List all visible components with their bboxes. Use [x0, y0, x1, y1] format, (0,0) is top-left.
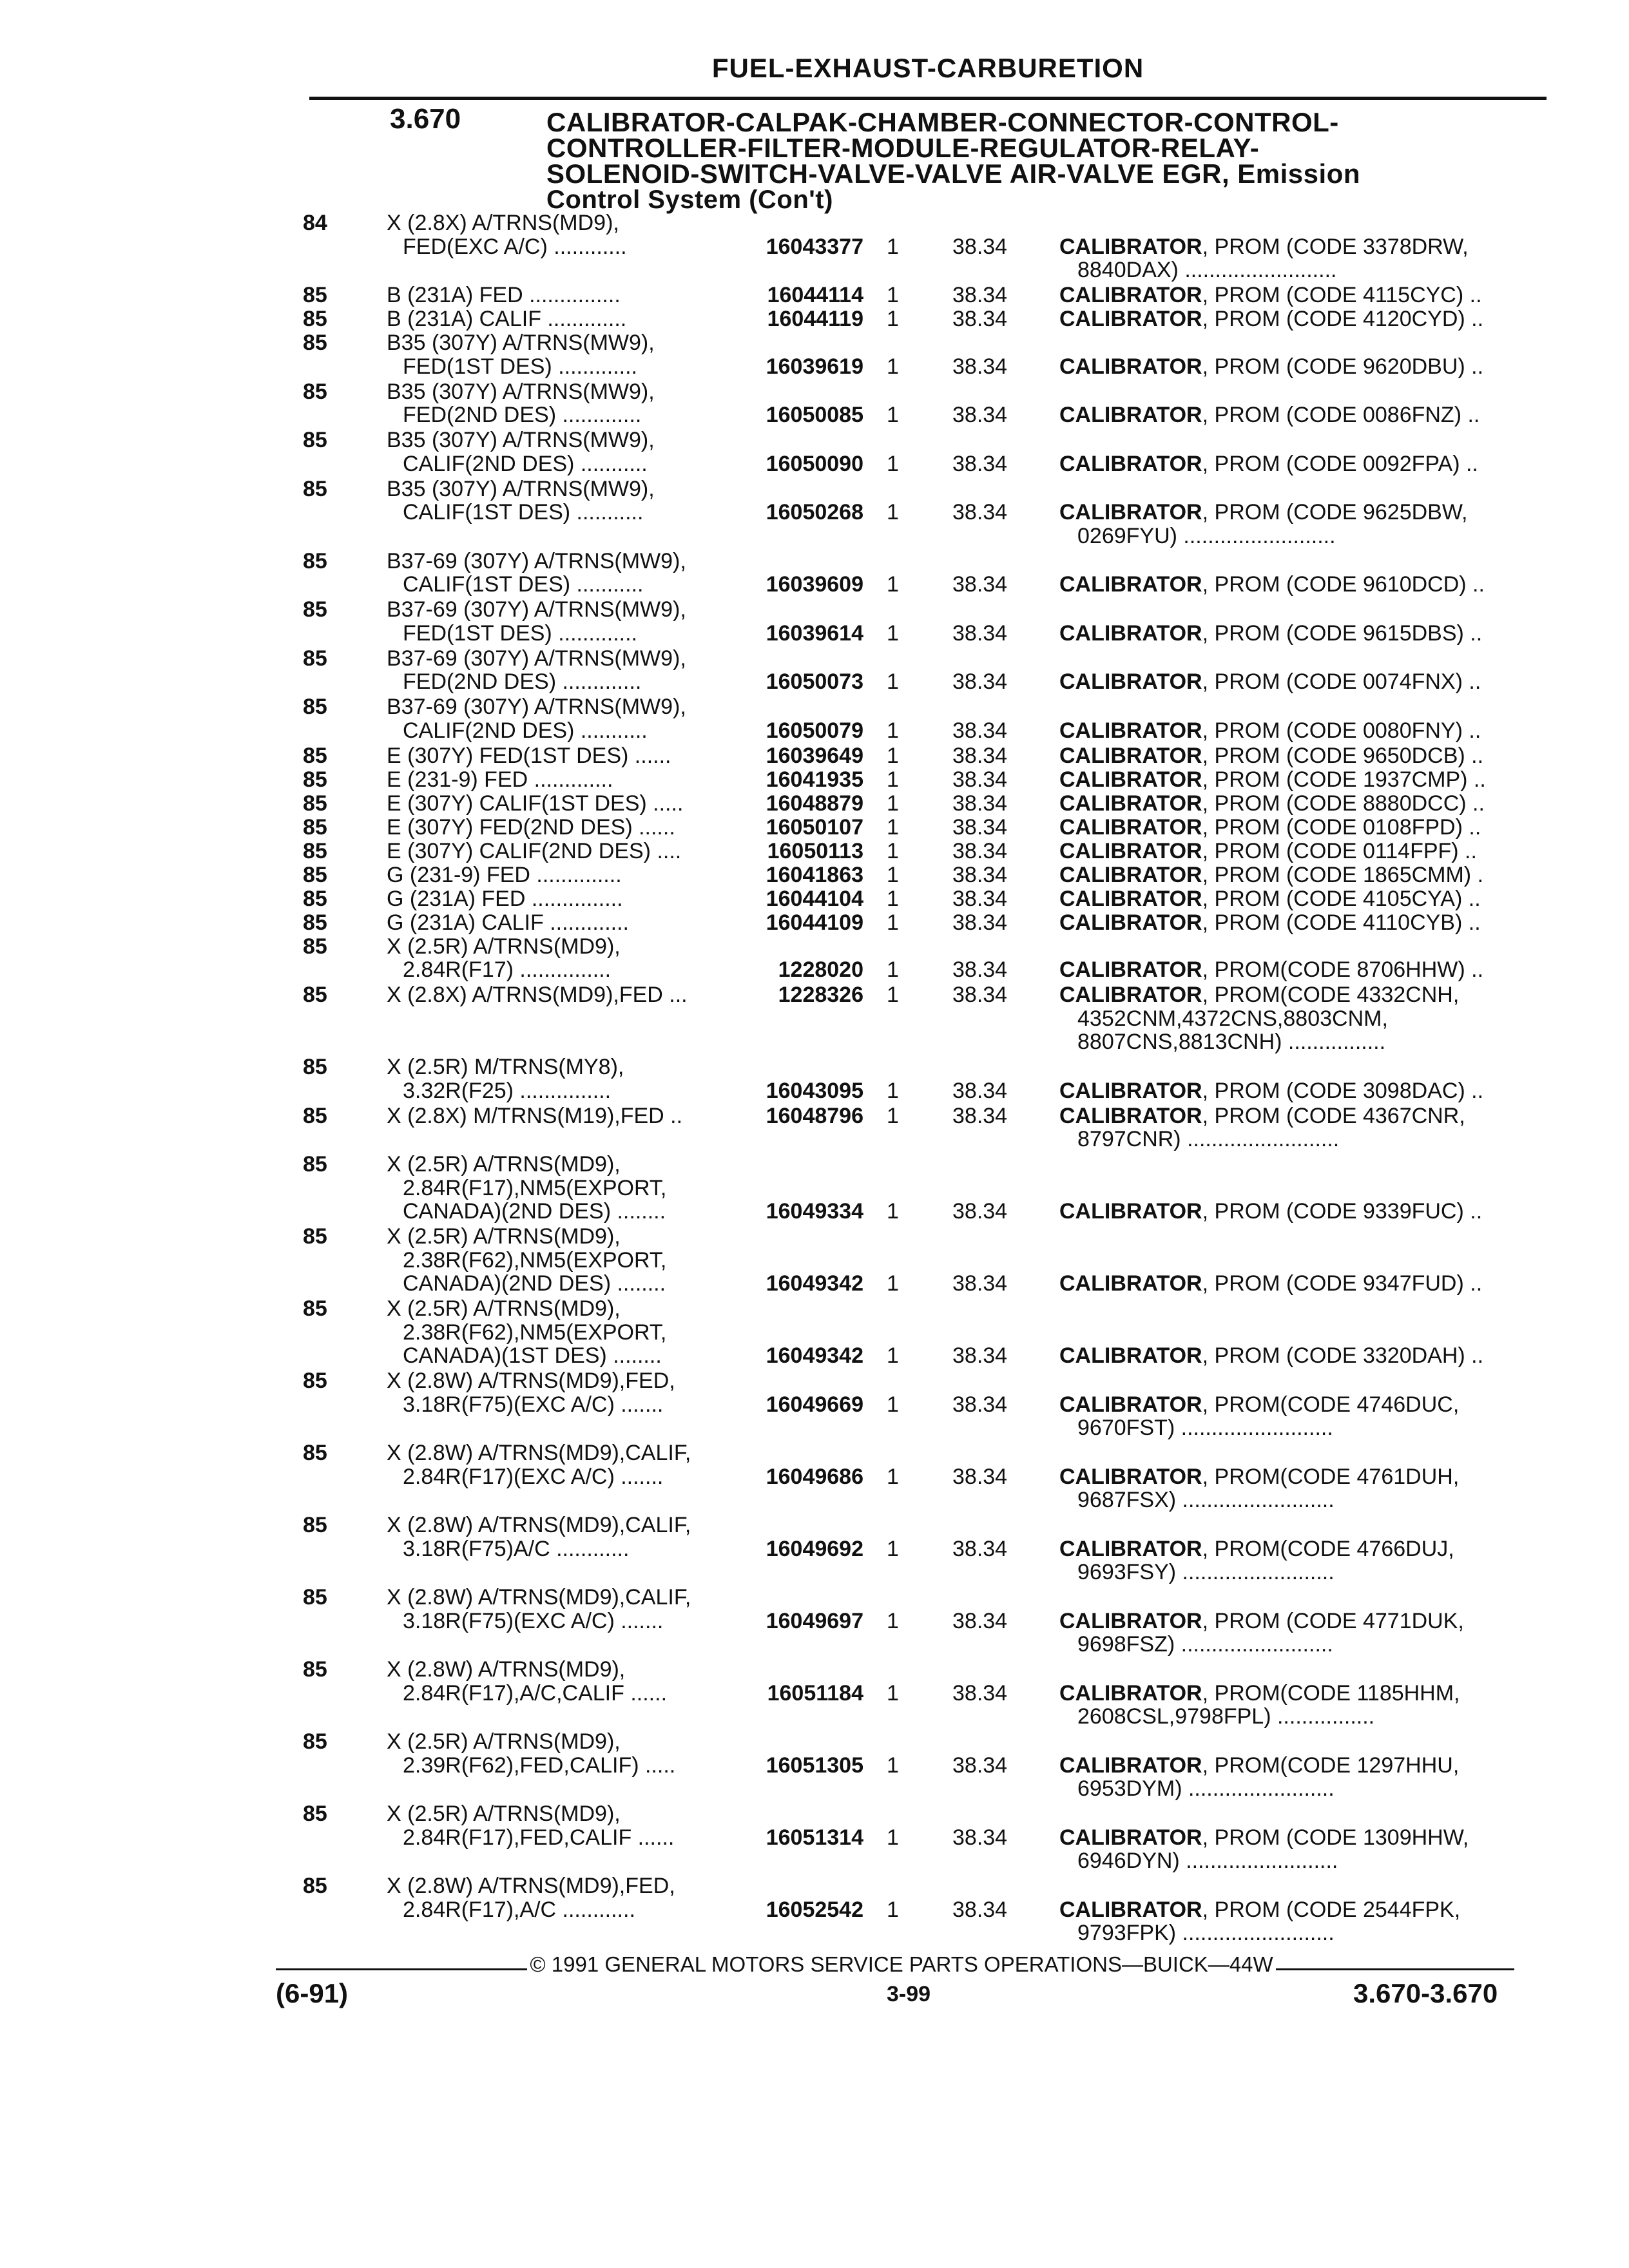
part-description: CALIBRATOR, PROM (CODE 1865CMM) .: [1059, 862, 1484, 887]
application-line: FED(1ST DES) .............: [403, 620, 637, 646]
model-year: 85: [303, 1296, 327, 1321]
part-description: 9670FST) .........................: [1077, 1416, 1333, 1440]
quantity: 1: [887, 403, 899, 427]
quantity: 1: [887, 718, 899, 743]
application-line: X (2.8W) A/TRNS(MD9),CALIF,: [387, 1513, 691, 1537]
application-line: CALIF(2ND DES) ...........: [403, 718, 648, 743]
part-description: 9698FSZ) .........................: [1077, 1632, 1333, 1657]
group-number: 38.34: [952, 767, 1008, 792]
quantity: 1: [887, 500, 899, 524]
application-line: X (2.8X) M/TRNS(M19),FED ..: [387, 1103, 683, 1128]
quantity: 1: [887, 354, 899, 379]
part-description: CALIBRATOR, PROM (CODE 9610DCD) ..: [1059, 572, 1485, 597]
quantity: 1: [887, 767, 899, 792]
group-title-line: SOLENOID-SWITCH-VALVE-VALVE AIR-VALVE EGR, Emission: [546, 159, 1361, 189]
group-number: 38.34: [952, 1608, 1008, 1633]
application-line: X (2.5R) A/TRNS(MD9),: [387, 1152, 621, 1177]
quantity: 1: [887, 1343, 899, 1368]
application-line: 2.39R(F62),FED,CALIF) .....: [403, 1753, 676, 1778]
part-description: CALIBRATOR, PROM (CODE 3378DRW,: [1059, 234, 1469, 259]
application-line: B35 (307Y) A/TRNS(MW9),: [387, 331, 655, 355]
model-year: 85: [303, 838, 327, 863]
part-description: CALIBRATOR, PROM (CODE 1309HHW,: [1059, 1825, 1469, 1850]
model-year: 85: [303, 1802, 327, 1826]
part-number: 16041863: [766, 862, 863, 887]
group-number: 38.34: [952, 1271, 1008, 1296]
application-line: X (2.8W) A/TRNS(MD9),FED,: [387, 1874, 675, 1898]
part-number: 16050073: [766, 669, 863, 694]
part-description: CALIBRATOR, PROM (CODE 4105CYA) ..: [1059, 886, 1481, 911]
part-description: CALIBRATOR, PROM (CODE 2544FPK,: [1059, 1897, 1461, 1922]
application-line: 2.84R(F17),A/C,CALIF ......: [403, 1680, 668, 1706]
group-number: 38.34: [952, 307, 1008, 331]
application-line: 3.18R(F75)(EXC A/C) .......: [403, 1608, 664, 1633]
application-line: CANADA)(2ND DES) ........: [403, 1271, 666, 1296]
application-line: X (2.8X) A/TRNS(MD9),FED ...: [387, 983, 688, 1007]
application-line: X (2.5R) A/TRNS(MD9),: [387, 934, 621, 959]
model-year: 85: [303, 814, 327, 840]
model-year: 85: [303, 476, 327, 501]
model-year: 85: [303, 1585, 327, 1610]
model-year: 85: [303, 695, 327, 719]
application-line: CALIF(1ST DES) ...........: [403, 500, 644, 524]
group-number: 38.34: [952, 620, 1008, 646]
part-description: CALIBRATOR, PROM (CODE 1937CMP) ..: [1059, 767, 1486, 792]
part-number: 16041935: [766, 767, 863, 792]
part-number: 16050107: [766, 814, 863, 840]
quantity: 1: [887, 234, 899, 259]
quantity: 1: [887, 983, 899, 1007]
footer-copyright: © 1991 GENERAL MOTORS SERVICE PARTS OPERATIONS—BUICK—44W: [530, 1952, 1273, 1976]
part-number: 16050113: [767, 838, 863, 863]
group-title-line: CALIBRATOR-CALPAK-CHAMBER-CONNECTOR-CONTROL-: [546, 107, 1339, 137]
group-number: 38.34: [952, 1464, 1008, 1489]
part-number: 16049669: [766, 1392, 863, 1417]
group-number: 38.34: [952, 1103, 1008, 1128]
part-number: 16044119: [767, 307, 863, 331]
part-number: 16051305: [766, 1753, 863, 1778]
part-number: 16048879: [766, 791, 863, 816]
quantity: 1: [887, 1078, 899, 1103]
model-year: 85: [303, 886, 327, 911]
part-description: CALIBRATOR, PROM (CODE 0086FNZ) ..: [1059, 403, 1480, 427]
part-number: 16049686: [766, 1464, 863, 1489]
group-number: 38.34: [952, 1897, 1008, 1922]
quantity: 1: [887, 791, 899, 816]
group-number: 38.34: [952, 354, 1008, 379]
part-number: 16039609: [766, 572, 863, 597]
model-year: 85: [303, 934, 327, 959]
part-number: 16049342: [766, 1271, 863, 1296]
part-description: CALIBRATOR, PROM (CODE 9620DBU) ..: [1059, 354, 1484, 379]
section-title: FUEL-EXHAUST-CARBURETION: [711, 53, 1144, 83]
model-year: 85: [303, 331, 327, 355]
application-line: B35 (307Y) A/TRNS(MW9),: [387, 428, 655, 452]
part-number: 16044109: [766, 910, 863, 935]
model-year: 85: [303, 791, 327, 816]
model-year: 85: [303, 379, 327, 404]
part-description: CALIBRATOR, PROM (CODE 0092FPA) ..: [1059, 451, 1478, 476]
part-number: 16050085: [766, 403, 863, 427]
model-year: 84: [303, 211, 327, 235]
quantity: 1: [887, 886, 899, 911]
application-line: G (231-9) FED ..............: [387, 862, 622, 887]
part-number: 16052542: [766, 1897, 863, 1922]
group-number: 38.34: [952, 283, 1008, 307]
model-year: 85: [303, 1152, 327, 1177]
part-number: 16051314: [766, 1825, 863, 1850]
application-line: FED(2ND DES) .............: [403, 403, 642, 427]
model-year: 85: [303, 597, 327, 622]
application-line: X (2.5R) M/TRNS(MY8),: [387, 1055, 624, 1079]
model-year: 85: [303, 983, 327, 1007]
group-number: 38.34: [952, 1536, 1008, 1561]
part-number: 16044104: [766, 886, 863, 911]
application-line: X (2.5R) A/TRNS(MD9),: [387, 1296, 621, 1321]
part-number: 16044114: [767, 283, 863, 307]
group-number: 38.34: [952, 500, 1008, 524]
application-line: 2.84R(F17),FED,CALIF ......: [403, 1825, 675, 1850]
group-number: 38.34: [952, 886, 1008, 911]
part-description: CALIBRATOR, PROM(CODE 1297HHU,: [1059, 1753, 1460, 1778]
group-number: 38.34: [952, 234, 1008, 259]
part-number: 16049697: [766, 1608, 863, 1633]
quantity: 1: [887, 910, 899, 935]
application-line: E (307Y) CALIF(2ND DES) ....: [387, 838, 682, 863]
application-line: FED(1ST DES) .............: [403, 354, 637, 379]
part-number: 16048796: [766, 1103, 863, 1128]
quantity: 1: [887, 1825, 899, 1850]
part-description: CALIBRATOR, PROM(CODE 4766DUJ,: [1059, 1536, 1454, 1561]
group-title-line: Control System (Con't): [546, 186, 833, 214]
part-description: 8797CNR) .........................: [1077, 1127, 1340, 1151]
group-number: 38.34: [952, 669, 1008, 694]
application-line: 2.38R(F62),NM5(EXPORT,: [403, 1320, 667, 1345]
part-description: CALIBRATOR, PROM (CODE 3098DAC) ..: [1059, 1078, 1484, 1103]
quantity: 1: [887, 283, 899, 307]
group-number: 38.34: [952, 1343, 1008, 1368]
part-description: CALIBRATOR, PROM (CODE 3320DAH) ..: [1059, 1343, 1484, 1368]
part-number: 16049334: [766, 1199, 863, 1224]
application-line: CANADA)(1ST DES) ........: [403, 1343, 662, 1368]
model-year: 85: [303, 1874, 327, 1898]
model-year: 85: [303, 1657, 327, 1682]
quantity: 1: [887, 620, 899, 646]
application-line: X (2.8W) A/TRNS(MD9),: [387, 1657, 626, 1682]
application-line: 2.84R(F17),NM5(EXPORT,: [403, 1175, 667, 1200]
quantity: 1: [887, 1753, 899, 1778]
part-number: 16050079: [766, 718, 863, 743]
application-line: CALIF(1ST DES) ...........: [403, 572, 644, 597]
application-line: B35 (307Y) A/TRNS(MW9),: [387, 476, 655, 501]
application-line: B35 (307Y) A/TRNS(MW9),: [387, 379, 655, 404]
part-description: CALIBRATOR, PROM (CODE 4367CNR,: [1059, 1103, 1465, 1128]
part-description: CALIBRATOR, PROM (CODE 9650DCB) ..: [1059, 743, 1484, 768]
application-line: X (2.5R) A/TRNS(MD9),: [387, 1729, 621, 1754]
part-description: CALIBRATOR, PROM(CODE 4332CNH,: [1059, 983, 1460, 1007]
part-number: 16050090: [766, 451, 863, 476]
part-description: CALIBRATOR, PROM (CODE 9347FUD) ..: [1059, 1271, 1483, 1296]
application-line: 3.32R(F25) ...............: [403, 1078, 612, 1103]
model-year: 85: [303, 428, 327, 452]
quantity: 1: [887, 838, 899, 863]
part-description: CALIBRATOR, PROM (CODE 4120CYD) ..: [1059, 307, 1484, 331]
application-line: B (231A) CALIF .............: [387, 307, 627, 331]
application-line: B (231A) FED ...............: [387, 283, 621, 307]
group-number: 38.34: [952, 983, 1008, 1007]
application-line: X (2.8W) A/TRNS(MD9),CALIF,: [387, 1585, 691, 1610]
group-title: [546, 107, 1545, 214]
group-number: 38.34: [952, 1680, 1008, 1706]
part-description: 2608CSL,9798FPL) ................: [1077, 1704, 1375, 1729]
page-number: 3-99: [887, 1982, 931, 2006]
application-line: 2.84R(F17),A/C ............: [403, 1897, 635, 1922]
part-description: CALIBRATOR, PROM (CODE 9339FUC) ..: [1059, 1199, 1483, 1224]
footer-date: (6-91): [276, 1978, 349, 2008]
model-year: 85: [303, 767, 327, 792]
part-number: 16039619: [766, 354, 863, 379]
part-number: 16039649: [766, 743, 863, 768]
application-line: E (307Y) FED(1ST DES) ......: [387, 743, 671, 768]
application-line: X (2.8X) A/TRNS(MD9),: [387, 211, 619, 235]
application-line: 2.38R(F62),NM5(EXPORT,: [403, 1247, 667, 1273]
part-number: 16050268: [766, 500, 863, 524]
group-number: 38.34: [952, 743, 1008, 768]
part-description: CALIBRATOR, PROM (CODE 0074FNX) ..: [1059, 669, 1481, 694]
model-year: 85: [303, 1103, 327, 1128]
application-line: E (231-9) FED .............: [387, 767, 613, 792]
part-description: CALIBRATOR, PROM(CODE 1185HHM,: [1059, 1680, 1460, 1706]
part-number: 1228326: [778, 983, 863, 1007]
application-line: 3.18R(F75)(EXC A/C) .......: [403, 1392, 664, 1417]
part-description: 8807CNS,8813CNH) ................: [1077, 1030, 1386, 1054]
model-year: 85: [303, 1729, 327, 1754]
footer-range: 3.670-3.670: [1353, 1978, 1498, 2008]
application-line: G (231A) FED ...............: [387, 886, 623, 911]
part-description: CALIBRATOR, PROM(CODE 4746DUC,: [1059, 1392, 1460, 1417]
group-number: 38.34: [952, 1392, 1008, 1417]
part-description: CALIBRATOR, PROM (CODE 4115CYC) ..: [1059, 283, 1482, 307]
group-number: 38.34: [952, 862, 1008, 887]
application-line: X (2.8W) A/TRNS(MD9),FED,: [387, 1369, 675, 1393]
group-number: 38.34: [952, 1199, 1008, 1224]
group-number: 38.34: [952, 910, 1008, 935]
application-line: X (2.5R) A/TRNS(MD9),: [387, 1802, 621, 1826]
application-line: X (2.5R) A/TRNS(MD9),: [387, 1224, 621, 1249]
application-line: G (231A) CALIF .............: [387, 910, 629, 935]
application-line: FED(EXC A/C) ............: [403, 234, 627, 259]
model-year: 85: [303, 1055, 327, 1079]
part-description: CALIBRATOR, PROM(CODE 4761DUH,: [1059, 1464, 1460, 1489]
group-title-line: CONTROLLER-FILTER-MODULE-REGULATOR-RELAY-: [546, 133, 1260, 163]
part-description: CALIBRATOR, PROM (CODE 0080FNY) ..: [1059, 718, 1481, 743]
application-line: X (2.8W) A/TRNS(MD9),CALIF,: [387, 1441, 691, 1465]
model-year: 85: [303, 548, 327, 573]
part-description: CALIBRATOR, PROM (CODE 9625DBW,: [1059, 500, 1468, 524]
group-number: 38.34: [952, 1078, 1008, 1103]
part-number: 16051184: [767, 1680, 863, 1706]
quantity: 1: [887, 957, 899, 982]
group-number: 3.670: [390, 103, 461, 135]
model-year: 85: [303, 910, 327, 935]
group-number: 38.34: [952, 451, 1008, 476]
model-year: 85: [303, 1224, 327, 1249]
model-year: 85: [303, 1369, 327, 1393]
quantity: 1: [887, 669, 899, 694]
part-description: CALIBRATOR, PROM (CODE 4771DUK,: [1059, 1608, 1464, 1633]
part-number: 16049342: [766, 1343, 863, 1368]
footer-rule-left: [276, 1968, 527, 1970]
group-number: 38.34: [952, 838, 1008, 863]
quantity: 1: [887, 1680, 899, 1706]
quantity: 1: [887, 1464, 899, 1489]
quantity: 1: [887, 1271, 899, 1296]
part-description: CALIBRATOR, PROM (CODE 0114FPF) ..: [1059, 838, 1477, 863]
part-description: 9693FSY) .........................: [1077, 1560, 1335, 1584]
model-year: 85: [303, 283, 327, 307]
group-number: 38.34: [952, 1825, 1008, 1850]
part-description: CALIBRATOR, PROM (CODE 9615DBS) ..: [1059, 620, 1483, 646]
part-description: 9793FPK) .........................: [1077, 1921, 1335, 1945]
part-number: 1228020: [778, 957, 863, 982]
model-year: 85: [303, 1513, 327, 1537]
quantity: 1: [887, 862, 899, 887]
group-number: 38.34: [952, 572, 1008, 597]
group-number: 38.34: [952, 1753, 1008, 1778]
application-line: B37-69 (307Y) A/TRNS(MW9),: [387, 646, 686, 671]
part-description: 6946DYN) .........................: [1077, 1849, 1338, 1873]
group-number: 38.34: [952, 814, 1008, 840]
application-line: CANADA)(2ND DES) ........: [403, 1199, 666, 1224]
group-number: 38.34: [952, 791, 1008, 816]
part-description: 6953DYM) ........................: [1077, 1776, 1335, 1801]
application-line: 2.84R(F17)(EXC A/C) .......: [403, 1464, 664, 1489]
part-description: 9687FSX) .........................: [1077, 1488, 1335, 1512]
quantity: 1: [887, 743, 899, 768]
part-description: CALIBRATOR, PROM(CODE 8706HHW) ..: [1059, 957, 1484, 982]
application-line: 2.84R(F17) ...............: [403, 957, 612, 982]
header-rule: [309, 97, 1547, 100]
quantity: 1: [887, 572, 899, 597]
application-line: E (307Y) CALIF(1ST DES) .....: [387, 791, 684, 816]
part-description: CALIBRATOR, PROM (CODE 8880DCC) ..: [1059, 791, 1485, 816]
quantity: 1: [887, 1103, 899, 1128]
quantity: 1: [887, 814, 899, 840]
model-year: 85: [303, 1441, 327, 1465]
part-description: 0269FYU) .........................: [1077, 523, 1336, 548]
model-year: 85: [303, 307, 327, 331]
footer-rule-right: [1276, 1968, 1514, 1970]
part-description: CALIBRATOR, PROM (CODE 0108FPD) ..: [1059, 814, 1481, 840]
group-number: 38.34: [952, 718, 1008, 743]
application-line: CALIF(2ND DES) ...........: [403, 451, 648, 476]
quantity: 1: [887, 1536, 899, 1561]
application-line: B37-69 (307Y) A/TRNS(MW9),: [387, 548, 686, 573]
application-line: B37-69 (307Y) A/TRNS(MW9),: [387, 597, 686, 622]
application-line: FED(2ND DES) .............: [403, 669, 642, 694]
quantity: 1: [887, 451, 899, 476]
application-line: E (307Y) FED(2ND DES) ......: [387, 814, 675, 840]
model-year: 85: [303, 743, 327, 768]
quantity: 1: [887, 1199, 899, 1224]
part-number: 16043377: [766, 234, 863, 259]
part-number: 16043095: [766, 1078, 863, 1103]
group-number: 38.34: [952, 403, 1008, 427]
model-year: 85: [303, 646, 327, 671]
part-description: 8840DAX) .........................: [1077, 258, 1337, 282]
quantity: 1: [887, 1392, 899, 1417]
quantity: 1: [887, 1608, 899, 1633]
part-description: CALIBRATOR, PROM (CODE 4110CYB) ..: [1059, 910, 1481, 935]
part-description: 4352CNM,4372CNS,8803CNM,: [1077, 1006, 1388, 1031]
part-number: 16049692: [766, 1536, 863, 1561]
part-number: 16039614: [766, 620, 863, 646]
application-line: 3.18R(F75)A/C ............: [403, 1536, 630, 1561]
application-line: B37-69 (307Y) A/TRNS(MW9),: [387, 695, 686, 719]
model-year: 85: [303, 862, 327, 887]
quantity: 1: [887, 1897, 899, 1922]
group-number: 38.34: [952, 957, 1008, 982]
quantity: 1: [887, 307, 899, 331]
